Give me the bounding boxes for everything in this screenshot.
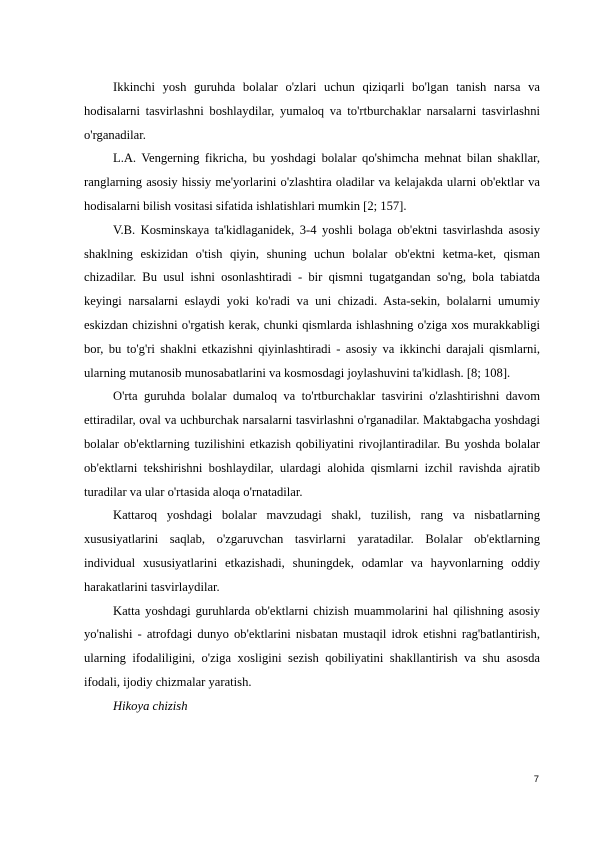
document-page xyxy=(84,76,540,719)
section-subheading: Hikoya chizish xyxy=(113,698,188,713)
paragraph-2: L.A. Vengerning fikricha, bu yoshdagi bolalar qo'shimcha mehnat bilan shakllar, ranglarning asosiy hissiy me'yorlarini o'zlashtira oladilar va kelajakda ularni ob'ektlar va hodisalarni bilish vositasi sifatida ishlatishlari mumkin [2; 157]. xyxy=(84,151,540,213)
paragraph-5: Kattaroq yoshdagi bolalar mavzudagi shakl, tuzilish, rang va nisbatlarning xususiyatlarini saqlab, o'zgaruvchan tasvirlarni yaratadilar. Bolalar ob'ektlarning individual xususiyatlarini etkazishadi, shuningdek, odamlar va hayvonlarning oddiy harakatlarini tasvirlaydilar. xyxy=(84,508,540,594)
paragraph-6: Katta yoshdagi guruhlarda ob'ektlarni chizish muammolarini hal qilishning asosiy yo'nalishi - atrofdagi dunyo ob'ektlarini nisbatan mustaqil idrok etishni rag'batlantirish, ularning ifodaliligini, o'ziga xosligini sezish qobiliyatini shakllantirish va shu asosda ifodali, ijodiy chizmalar yaratish. xyxy=(84,603,540,689)
paragraph-4: O'rta guruhda bolalar dumaloq va to'rtburchaklar tasvirini o'zlashtirishni davom ettiradilar, oval va uchburchak narsalarni tasvirlashni o'rganadilar. Maktabgacha yoshdagi bolalar ob'ektlarning tuzilishini etkazish qobiliyatini rivojlantiradilar. Bu yoshda bolalar ob'ektlarni tekshirishni boshlaydilar, ulardagi alohida qismlarni izchil ravishda ajratib turadilar va ular o'rtasida aloqa o'rnatadilar. xyxy=(84,389,540,499)
page-number: 7 xyxy=(533,774,539,785)
paragraph-3: V.B. Kosminskaya ta'kidlaganidek, 3-4 yoshli bolaga ob'ektni tasvirlashda asosiy shaklning eskizidan o'tish qiyin, shuning uchun bolalar ob'ektni ketma-ket, qisman chizadilar. Bu usul ishni osonlashtiradi - bir qismni tugatgandan so'ng, bola tabiatda keyingi narsalarni eslaydi yoki ko'radi va uni chizadi. Asta-sekin, bolalarni umumiy eskizdan chizishni o'rgatish kerak, chunki qismlarda ishlashning o'ziga xos murakkabligi bor, bu to'g'ri shaklni etkazishni qiyinlashtiradi - asosiy va ikkinchi darajali qismlarni, ularning mutanosib munosabatlarini va kosmosdagi joylashuvini ta'kidlash. [8; 108]. xyxy=(84,222,540,380)
paragraph-1: Ikkinchi yosh guruhda bolalar o'zlari uchun qiziqarli bo'lgan tanish narsa va hodisalarni tasvirlashni boshlaydilar, yumaloq va to'rtburchaklar narsalarni tasvirlashni o'rganadilar. xyxy=(84,80,540,142)
